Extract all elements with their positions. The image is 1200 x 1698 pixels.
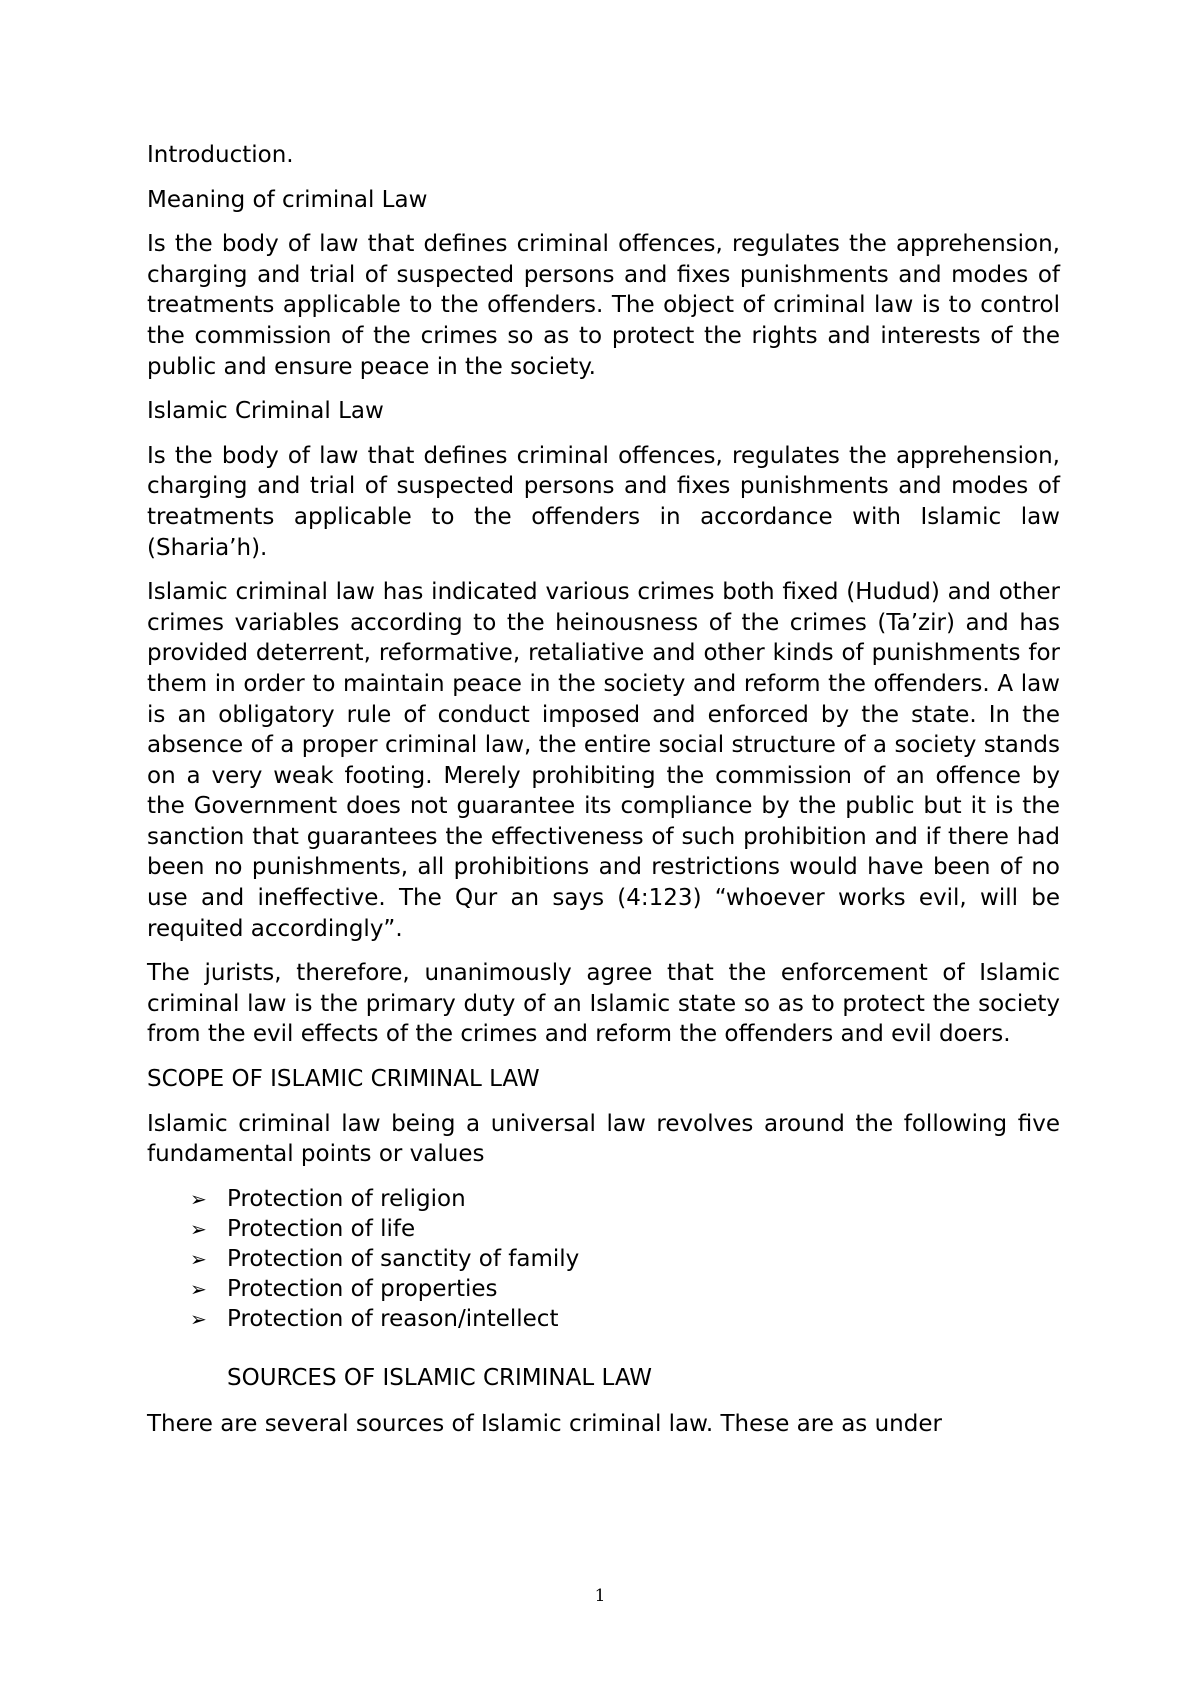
intro-heading: Introduction. <box>147 142 294 168</box>
islamic-criminal-law-paragraph: Is the body of law that defines criminal offences, regulates the apprehension, charging and trial of suspected persons and fixes punishments and modes of treatments applicable to the offenders in accordance with Islamic law (Sharia’h). <box>147 442 1060 561</box>
sources-paragraph: There are several sources of Islamic criminal law. These are as under <box>147 1411 942 1438</box>
arrow-bullet-icon: ➢ <box>190 1186 207 1211</box>
page-number: 1 <box>594 1586 606 1606</box>
meaning-paragraph: Is the body of law that defines criminal offences, regulates the apprehension, charging and trial of suspected persons and fixes punishments and modes of treatments applicable to the offenders. The object of criminal law is to control the commission of the crimes so as to protect the rights and interests of the public and ensure peace in the society. <box>147 231 1060 380</box>
list-item-text: Protection of properties <box>227 1275 498 1302</box>
arrow-bullet-icon: ➢ <box>190 1276 207 1301</box>
list-item <box>147 1214 1060 1244</box>
scope-heading: SCOPE OF ISLAMIC CRIMINAL LAW <box>147 1066 540 1093</box>
jurists-paragraph: The jurists, therefore, unanimously agree that the enforcement of Islamic criminal law is the primary duty of an Islamic state so as to protect the society from the evil effects of the crimes and reform the offenders and evil doers. <box>147 960 1060 1048</box>
list-item <box>147 1244 1060 1274</box>
arrow-bullet-icon: ➢ <box>190 1216 207 1241</box>
page-content <box>147 140 1060 1454</box>
list-item <box>147 1184 1060 1214</box>
scope-paragraph: Islamic criminal law being a universal law revolves around the following five fundamental points or values <box>147 1110 1060 1168</box>
sources-heading: SOURCES OF ISLAMIC CRIMINAL LAW <box>227 1364 653 1391</box>
islamic-criminal-law-heading: Islamic Criminal Law <box>147 398 384 425</box>
list-item-text: Protection of life <box>227 1215 416 1242</box>
list-item <box>147 1274 1060 1304</box>
list-item-text: Protection of reason/intellect <box>227 1305 559 1332</box>
meaning-heading: Meaning of criminal Law <box>147 186 428 213</box>
scope-points-list <box>147 1184 1060 1334</box>
crimes-paragraph: Islamic criminal law has indicated various crimes both fixed (Hudud) and other crimes variables according to the heinousness of the crimes (Ta’zir) and has provided deterrent, reformative, retaliative and other kinds of punishments for them in order to maintain peace in the society and reform the offenders. A law is an obligatory rule of conduct imposed and enforced by the state. In the absence of a proper criminal law, the entire social structure of a society stands on a very weak footing. Merely prohibiting the commission of an offence by the Government does not guarantee its compliance by the public but it is the sanction that guarantees the effectiveness of such prohibition and if there had been no punishments, all prohibitions and restrictions would have been of no use and ineffective. The Qur an says (4:123) “whoever works evil, will be requited accordingly”. <box>147 579 1060 942</box>
list-item-text: Protection of religion <box>227 1185 466 1212</box>
list-item-text: Protection of sanctity of family <box>227 1245 580 1272</box>
arrow-bullet-icon: ➢ <box>190 1306 207 1331</box>
list-item <box>147 1304 1060 1334</box>
arrow-bullet-icon: ➢ <box>190 1246 207 1271</box>
